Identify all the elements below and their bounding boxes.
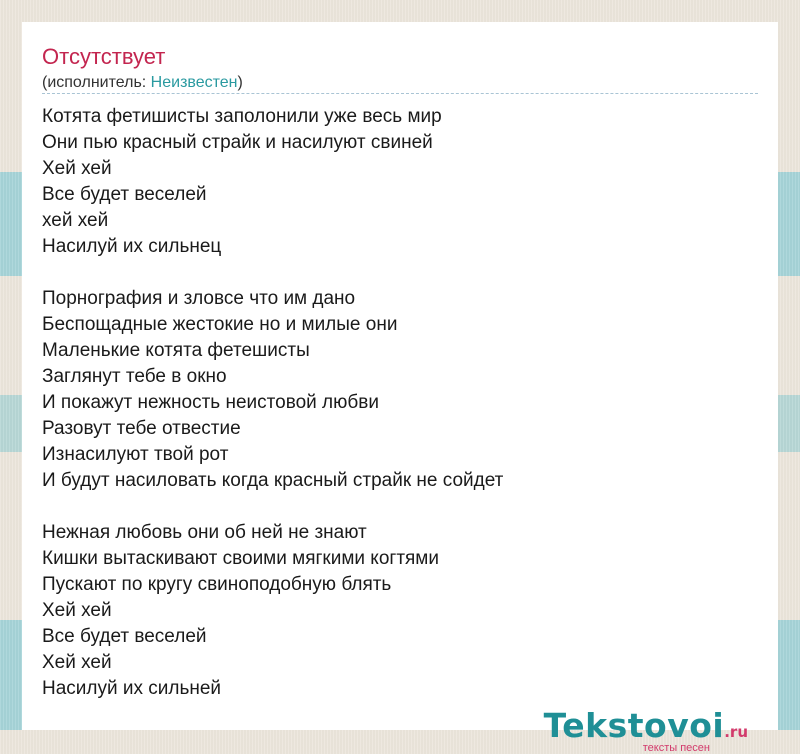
logo-tagline: тексты песен	[642, 742, 710, 754]
lyric-line: Маленькие котята фетешисты	[42, 340, 310, 361]
lyric-line: хей хей	[42, 210, 109, 231]
song-title: Отсутствует	[42, 44, 166, 69]
lyric-line: Все будет веселей	[42, 626, 207, 647]
lyric-line: Изнасилуют твой рот	[42, 444, 229, 465]
lyric-line: Котята фетишисты заполонили уже весь мир	[42, 106, 442, 127]
artist-prefix: (исполнитель:	[42, 74, 151, 91]
lyric-line: Хей хей	[42, 600, 112, 621]
site-logo[interactable]	[543, 706, 748, 754]
lyric-line: И покажут нежность неистовой любви	[42, 392, 379, 413]
lyric-line: Пускают по кругу свиноподобную блять	[42, 574, 392, 595]
song-artist-line	[42, 73, 243, 93]
stanza-break	[42, 494, 758, 520]
lyric-line: Хей хей	[42, 158, 112, 179]
artist-link[interactable]: Неизвестен	[150, 74, 238, 91]
lyrics-card	[22, 22, 778, 754]
artist-suffix: )	[237, 74, 243, 91]
title-divider	[42, 93, 758, 94]
lyric-line: Кишки вытаскивают своими мягкими когтями	[42, 548, 439, 569]
lyric-line: Беспощадные жестокие но и милые они	[42, 314, 398, 335]
lyric-line: Хей хей	[42, 652, 112, 673]
lyric-line: Заглянут тебе в окно	[42, 366, 227, 387]
lyric-line: Нежная любовь они об ней не знают	[42, 522, 367, 543]
lyric-line: Они пью красный страйк и насилуют свиней	[42, 132, 433, 153]
lyric-line: Насилуй их сильней	[42, 678, 222, 699]
logo-tld: .ru	[724, 723, 748, 741]
lyric-line: Насилуй их сильнец	[42, 236, 222, 257]
lyric-line: Разовут тебе отвестие	[42, 418, 241, 439]
lyrics-text	[42, 104, 758, 702]
lyric-line: Порнография и зловсе что им дано	[42, 288, 356, 309]
stanza-break	[42, 260, 758, 286]
lyric-line: Все будет веселей	[42, 184, 207, 205]
logo-name: Tekstovoi	[543, 706, 725, 745]
lyric-line: И будут насиловать когда красный страйк не сойдет	[42, 470, 504, 491]
